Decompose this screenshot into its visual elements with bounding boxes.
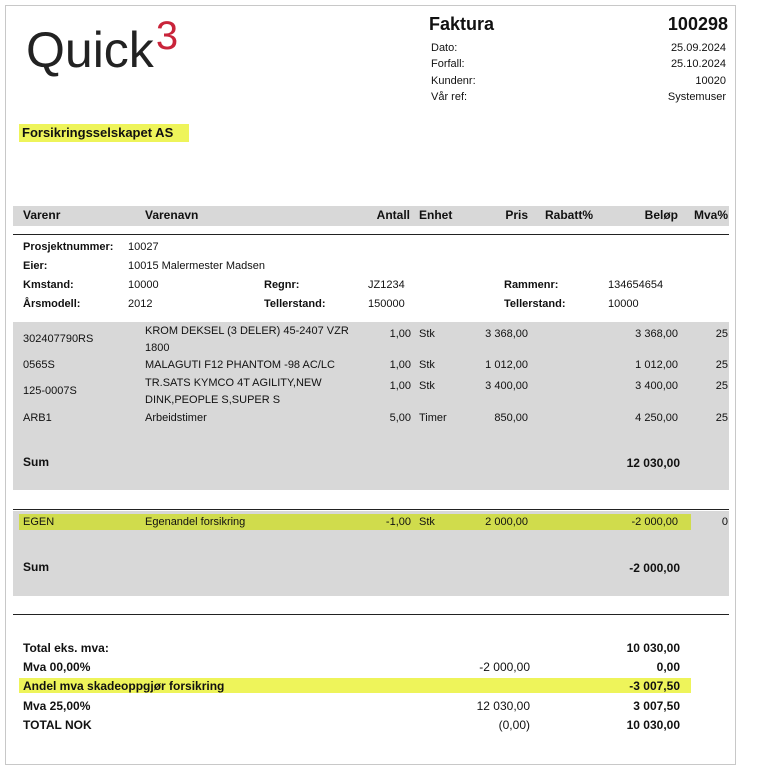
- vat-share-label: Andel mva skadeoppgjør forsikring: [23, 679, 225, 693]
- counter1-value: 150000: [368, 298, 405, 310]
- owner-value: 10015 Malermester Madsen: [128, 260, 265, 272]
- line3-name-cont: DINK,PEOPLE S,SUPER S: [145, 394, 281, 406]
- line3-enhet: Stk: [419, 380, 435, 392]
- line4-antall: 5,00: [389, 412, 411, 424]
- line2-mva: 25: [715, 359, 728, 371]
- total-base: (0,00): [498, 718, 530, 732]
- km-label: Kmstand:: [23, 279, 74, 291]
- divider: [13, 614, 729, 615]
- sum1-value: 12 030,00: [626, 456, 680, 470]
- vat0-label: Mva 00,00%: [23, 660, 91, 674]
- invoice-number: 100298: [667, 14, 728, 34]
- invoice-title: Faktura: [429, 14, 495, 34]
- col-mva: Mva%: [693, 208, 728, 222]
- egen-name: Egenandel forsikring: [145, 516, 246, 528]
- date-label: Dato:: [431, 42, 458, 54]
- line1-enhet: Stk: [419, 328, 435, 340]
- line1-mva: 25: [715, 328, 728, 340]
- egen-varenr: EGEN: [23, 516, 55, 528]
- counter2-value: 10000: [608, 298, 639, 310]
- line4-name: Arbeidstimer: [145, 412, 207, 424]
- line4-enhet: Timer: [419, 412, 447, 424]
- line1-antall: 1,00: [389, 328, 411, 340]
- sum2-label: Sum: [23, 560, 50, 574]
- company-logo: Quick$^3$: [26, 14, 179, 78]
- vat25-label: Mva 25,00%: [23, 699, 91, 713]
- line2-belop: 1 012,00: [635, 359, 678, 371]
- due-label: Forfall:: [431, 58, 465, 70]
- regnr-value: JZ1234: [368, 279, 405, 291]
- line1-belop: 3 368,00: [635, 328, 678, 340]
- total-ex-vat-value: 10 030,00: [626, 641, 680, 655]
- vat25-value: 3 007,50: [633, 699, 680, 713]
- line2-varenr: 0565S: [23, 359, 55, 371]
- total-ex-vat-label: Total eks. mva:: [23, 641, 109, 655]
- col-varenavn: Varenavn: [145, 208, 199, 222]
- table-header: [13, 206, 729, 226]
- col-belop: Beløp: [644, 208, 678, 222]
- total-label: TOTAL NOK: [23, 718, 92, 732]
- divider: [13, 509, 729, 510]
- counter1-label: Tellerstand:: [264, 298, 326, 310]
- col-rabatt: Rabatt%: [545, 208, 594, 222]
- col-varenr: Varenr: [23, 208, 61, 222]
- vat0-base: -2 000,00: [479, 660, 530, 674]
- vat-share-value: -3 007,50: [629, 679, 680, 693]
- km-value: 10000: [128, 279, 159, 291]
- line3-name: TR.SATS KYMCO 4T AGILITY,NEW: [145, 377, 322, 389]
- line2-name: MALAGUTI F12 PHANTOM -98 AC/LC: [145, 359, 335, 371]
- egen-mva: 0: [721, 516, 728, 528]
- line4-mva: 25: [715, 412, 728, 424]
- egen-belop: -2 000,00: [631, 516, 678, 528]
- rammenr-value: 134654654: [608, 279, 664, 291]
- our-ref-value: Systemuser: [667, 91, 726, 103]
- sum1-label: Sum: [23, 455, 50, 469]
- line4-belop: 4 250,00: [635, 412, 678, 424]
- rammenr-label: Rammenr:: [504, 279, 559, 291]
- customer-number-label: Kundenr:: [431, 75, 476, 87]
- line3-varenr: 125-0007S: [23, 385, 77, 397]
- line4-pris: 850,00: [494, 412, 528, 424]
- regnr-label: Regnr:: [264, 279, 300, 291]
- line3-antall: 1,00: [389, 380, 411, 392]
- due-value: 25.10.2024: [670, 58, 726, 70]
- total-value: 10 030,00: [626, 718, 680, 732]
- vat25-base: 12 030,00: [476, 699, 530, 713]
- model-year-label: Årsmodell:: [23, 298, 81, 310]
- sum2-value: -2 000,00: [629, 561, 680, 575]
- egen-enhet: Stk: [419, 516, 435, 528]
- project-number-value: 10027: [128, 241, 159, 253]
- divider: [13, 234, 729, 235]
- line2-enhet: Stk: [419, 359, 435, 371]
- line2-antall: 1,00: [389, 359, 411, 371]
- lines-block: [13, 322, 729, 490]
- line3-belop: 3 400,00: [635, 380, 678, 392]
- customer-name: Forsikringsselskapet AS: [19, 124, 189, 142]
- line4-varenr: ARB1: [23, 412, 52, 424]
- line1-varenr: 302407790RS: [23, 333, 94, 345]
- line3-pris: 3 400,00: [485, 380, 528, 392]
- our-ref-label: Vår ref:: [431, 91, 468, 103]
- col-pris: Pris: [505, 208, 528, 222]
- counter2-label: Tellerstand:: [504, 298, 566, 310]
- egen-antall: -1,00: [385, 516, 411, 528]
- vat0-value: 0,00: [656, 660, 680, 674]
- line1-name-cont: 1800: [145, 342, 170, 354]
- model-year-value: 2012: [128, 298, 153, 310]
- col-enhet: Enhet: [419, 208, 453, 222]
- line2-pris: 1 012,00: [485, 359, 528, 371]
- egen-pris: 2 000,00: [485, 516, 528, 528]
- line3-mva: 25: [715, 380, 728, 392]
- line1-name: KROM DEKSEL (3 DELER) 45-2407 VZR: [145, 325, 349, 337]
- customer-number-value: 10020: [695, 75, 726, 87]
- date-value: 25.09.2024: [670, 42, 726, 54]
- line1-pris: 3 368,00: [485, 328, 528, 340]
- owner-label: Eier:: [23, 260, 48, 272]
- col-antall: Antall: [376, 208, 410, 222]
- project-number-label: Prosjektnummer:: [23, 241, 114, 253]
- deductible-highlight: [19, 514, 691, 530]
